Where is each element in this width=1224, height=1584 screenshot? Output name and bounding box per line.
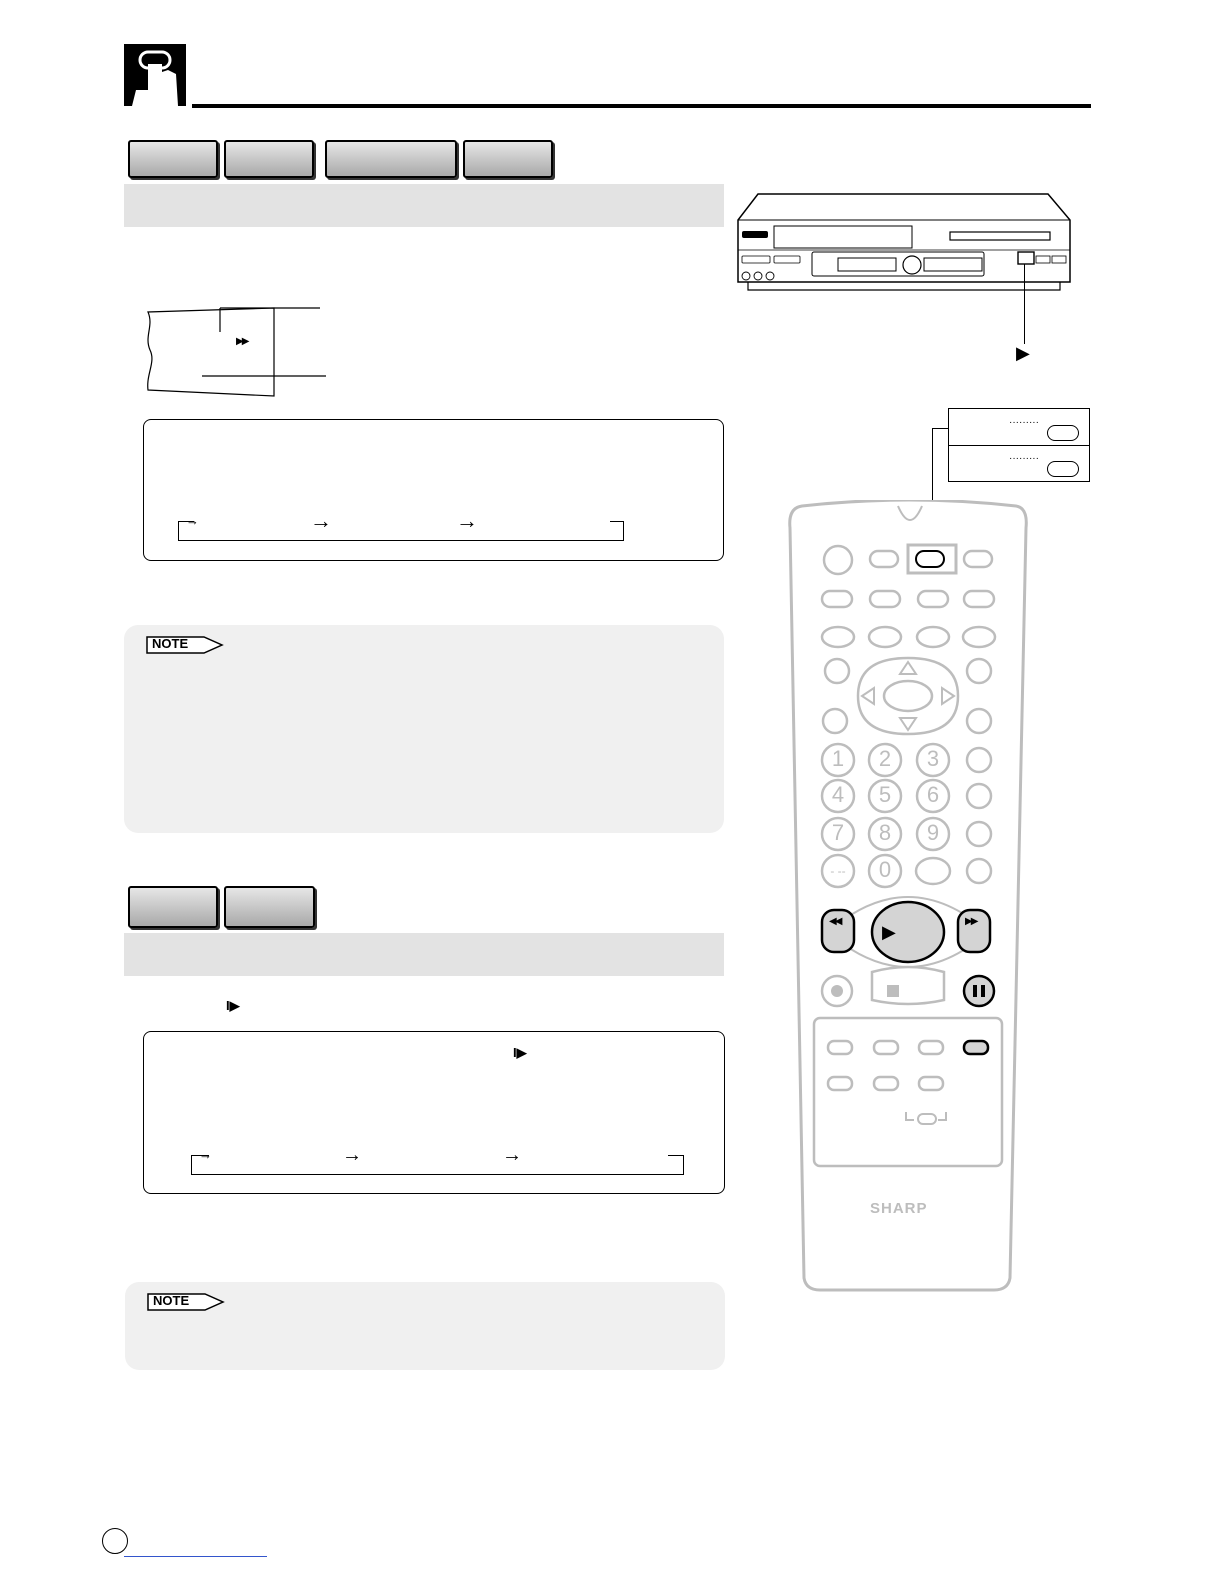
- remote-key-3: 3: [926, 746, 940, 771]
- tab-6: [224, 886, 315, 928]
- vcr-play-symbol: ▶: [1016, 343, 1030, 363]
- vcr-illustration: [734, 190, 1074, 300]
- remote-key-8: 8: [878, 820, 892, 845]
- remote-key-1: 1: [831, 746, 845, 771]
- callout-dots-2: ·········: [1009, 453, 1039, 464]
- seq2-arrow-1: →: [199, 1147, 212, 1162]
- section2-heading-band: [124, 933, 724, 976]
- step-symbol: I▶: [226, 998, 240, 1013]
- remote-illustration: [788, 500, 1030, 1292]
- remote-key-7: 7: [831, 820, 845, 845]
- tab-3: [325, 140, 457, 178]
- box2-step-symbol: I▶: [513, 1045, 527, 1060]
- note2-badge-label: NOTE: [153, 1293, 190, 1308]
- remote-ffwd-symbol: ▶▶: [965, 916, 977, 927]
- footer-link-underline: [124, 1556, 267, 1557]
- remote-key-dashes: - --: [830, 864, 846, 878]
- seq2-arrow-3: →: [502, 1144, 522, 1166]
- remote-key-4: 4: [831, 782, 845, 807]
- seq1-bottom-line: [178, 540, 624, 541]
- remote-brand: SHARP: [870, 1200, 928, 1217]
- callout-dots-1: ·········: [1009, 417, 1039, 428]
- section2-info-box: [143, 1031, 725, 1194]
- vcr-callout-line: [1024, 264, 1025, 344]
- osd-illustration: [140, 300, 340, 400]
- remote-key-9: 9: [926, 820, 940, 845]
- section1-heading-band: [124, 184, 724, 227]
- seq2-arrow-2: →: [342, 1144, 362, 1166]
- callout-oval-1: [1047, 425, 1079, 441]
- seq1-arrow-1: →: [186, 513, 199, 528]
- osd-ffwd-symbol: ▶▶: [236, 336, 248, 347]
- header-hand-icon: [124, 44, 186, 106]
- seq2-right-riser: [683, 1155, 684, 1175]
- tab-1: [128, 140, 218, 178]
- seq1-left-riser: [178, 521, 179, 541]
- seq2-right-stub: [668, 1155, 684, 1156]
- tab-2: [224, 140, 314, 178]
- page-number-badge: [102, 1528, 128, 1554]
- seq1-arrow-3: →: [456, 508, 478, 533]
- callout-oval-2: [1047, 461, 1079, 477]
- seq2-bottom-line: [191, 1174, 684, 1175]
- remote-key-0: 0: [878, 857, 892, 882]
- seq2-left-riser: [191, 1155, 192, 1175]
- note1-badge-label: NOTE: [152, 636, 189, 651]
- seq1-arrow-2: →: [310, 508, 332, 533]
- remote-callout-panel: [948, 408, 1090, 482]
- tab-4: [463, 140, 553, 178]
- callout-divider: [949, 445, 1089, 446]
- remote-key-2: 2: [878, 746, 892, 771]
- note2-panel: [125, 1282, 725, 1370]
- header-rule: [192, 104, 1091, 108]
- seq1-right-riser: [623, 521, 624, 541]
- seq1-right-stub: [610, 521, 624, 522]
- remote-play-symbol: ▶: [882, 922, 896, 942]
- note1-panel: [124, 625, 724, 833]
- tab-5: [128, 886, 218, 928]
- remote-key-6: 6: [926, 782, 940, 807]
- remote-key-5: 5: [878, 782, 892, 807]
- remote-rewind-symbol: ◀◀: [829, 916, 841, 927]
